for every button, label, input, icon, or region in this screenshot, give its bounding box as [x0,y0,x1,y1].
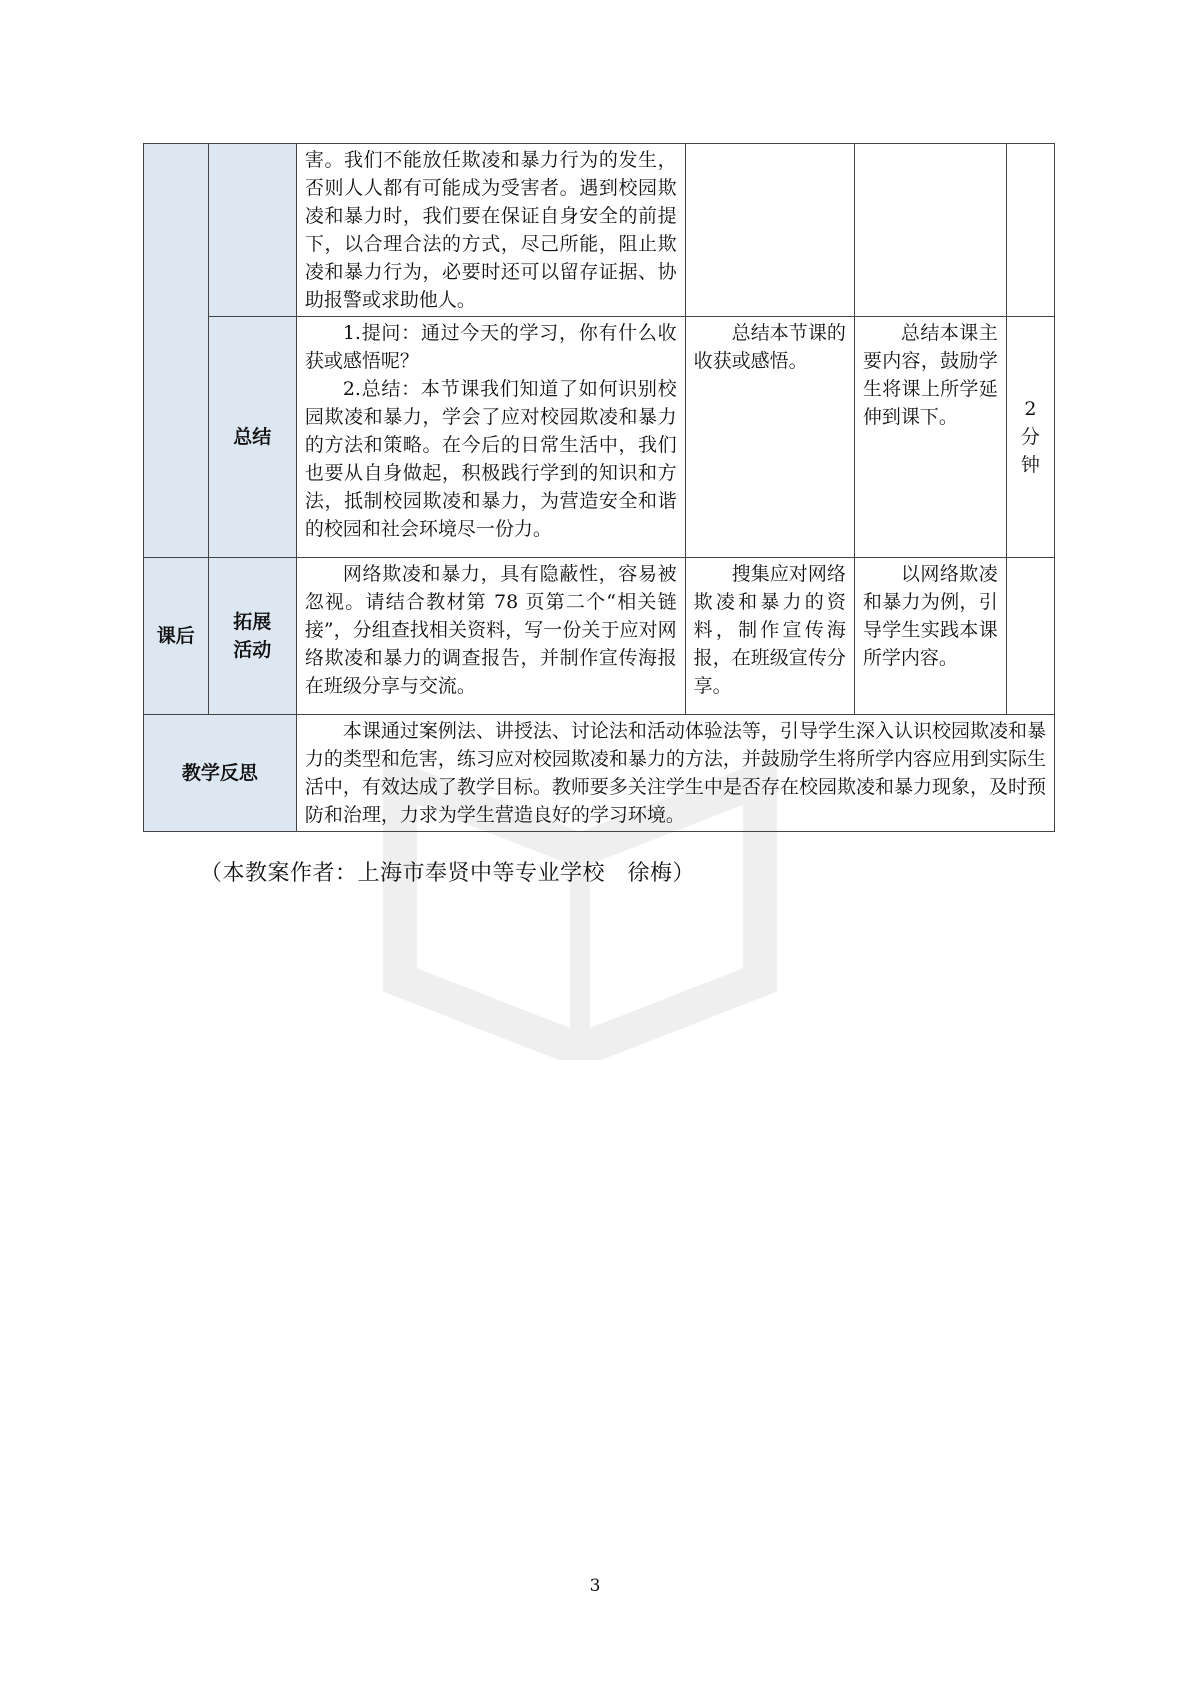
student-activity-cell [685,558,854,715]
design-intent-text: 以网络欺凌和暴力为例，引导学生实践本课所学内容。 [862,563,998,669]
content-paragraph-question: 1.提问：通过今天的学习，你有什么收获或感悟呢？ [304,322,677,372]
stage-cell-empty [208,144,296,317]
design-intent-cell [854,144,1006,317]
reflection-text: 本课通过案例法、讲授法、讨论法和活动体验法等，引导学生深入认识校园欺凌和暴力的类型和危害，练习应对校园欺凌和暴力的方法，并鼓励学生将所学内容应用到实际生活中，有效达成了教学目标。教师要多关注学生中是否存在校园欺凌和暴力现象，及时预防和治理，力求为学生营造良好的学习环境。 [304,720,1046,826]
page-number: 3 [589,1576,601,1596]
stage-label-text: 拓展活动 [233,611,272,661]
student-activity-text: 总结本节课的收获或感悟。 [693,322,846,372]
student-activity-cell [685,144,854,317]
time-cell [1006,558,1054,715]
table-row [144,715,1055,832]
content-text: 网络欺凌和暴力，具有隐蔽性，容易被忽视。请结合教材第 78 页第二个“相关链接”，分组查找相关资料，写一份关于应对网络欺凌和暴力的调查报告，并制作宣传海报在班级分享与交流。 [304,563,677,697]
content-text: 害。我们不能放任欺凌和暴力行为的发生，否则人人都有可能成为受害者。遇到校园欺凌和暴力时，我们要在保证自身安全的前提下，以合理合法的方式，尽己所能，阻止欺凌和暴力行为，必要时还可以留存证据、协助报警或求助他人。 [304,149,677,311]
phase-label: 课后 [144,558,209,715]
reflection-content-cell [296,715,1054,832]
content-paragraph-summary: 2.总结：本节课我们知道了如何识别校园欺凌和暴力，学会了应对校园欺凌和暴力的方法和策略。在今后的日常生活中，我们也要从自身做起，积极践行学到的知识和方法，抵制校园欺凌和暴力，为营造安全和谐的校园和社会环境尽一份力。 [304,378,677,540]
lesson-plan-table [143,143,1055,832]
design-intent-cell [854,317,1006,558]
time-text: 2分钟 [1020,398,1040,476]
table-row [144,317,1055,558]
table-row [144,144,1055,317]
design-intent-text: 总结本课主要内容，鼓励学生将课上所学延伸到课下。 [862,322,998,428]
stage-label: 总结 [208,317,296,558]
student-activity-text: 搜集应对网络欺凌和暴力的资料，制作宣传海报，在班级宣传分享。 [693,563,846,697]
content-cell [296,144,685,317]
content-cell [296,558,685,715]
table-row [144,558,1055,715]
time-cell [1006,144,1054,317]
content-cell [296,317,685,558]
time-cell [1006,317,1054,558]
design-intent-cell [854,558,1006,715]
student-activity-cell [685,317,854,558]
phase-cell-empty [144,144,209,558]
reflection-label: 教学反思 [144,715,297,832]
author-note: （本教案作者：上海市奉贤中等专业学校 徐梅） [200,861,696,886]
stage-label [208,558,296,715]
